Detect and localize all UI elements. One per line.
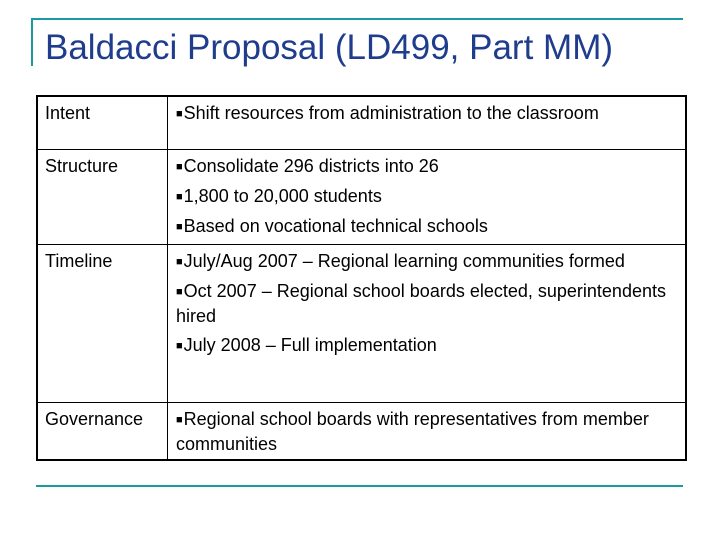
row-content-structure [168, 150, 687, 245]
bullet-text: 1,800 to 20,000 students [183, 186, 382, 206]
square-bullet-icon: ■ [176, 286, 183, 298]
slide-title: Baldacci Proposal (LD499, Part MM) [45, 28, 613, 67]
square-bullet-icon: ■ [176, 191, 183, 203]
bullet-text: Consolidate 296 districts into 26 [183, 156, 439, 176]
square-bullet-icon: ■ [176, 161, 183, 173]
title-accent-top-line [31, 18, 683, 20]
bullet-item [176, 214, 679, 239]
row-content-timeline [168, 245, 687, 403]
bullet-item [176, 279, 679, 328]
row-label-timeline: Timeline [37, 245, 168, 403]
bullet-item [176, 184, 679, 209]
table-row-structure [37, 150, 686, 245]
bullet-text: Shift resources from administration to the classroom [183, 103, 599, 123]
title-accent-left-line [31, 18, 33, 66]
bullet-text: July/Aug 2007 – Regional learning communities formed [183, 251, 625, 271]
table-row-governance [37, 403, 686, 461]
proposal-table [36, 95, 687, 461]
bullet-item [176, 333, 679, 358]
row-label-governance: Governance [37, 403, 168, 461]
row-content-intent [168, 96, 687, 150]
bullet-text: Based on vocational technical schools [183, 216, 488, 236]
square-bullet-icon: ■ [176, 340, 183, 352]
square-bullet-icon: ■ [176, 108, 183, 120]
row-label-intent: Intent [37, 96, 168, 150]
bullet-item [176, 154, 679, 179]
bullet-item [176, 101, 679, 126]
square-bullet-icon: ■ [176, 221, 183, 233]
row-content-governance [168, 403, 687, 461]
bullet-text: July 2008 – Full implementation [183, 335, 437, 355]
square-bullet-icon: ■ [176, 256, 183, 268]
bullet-text: Oct 2007 – Regional school boards elected, superintendents hired [176, 281, 666, 326]
table-row-timeline [37, 245, 686, 403]
square-bullet-icon: ■ [176, 414, 183, 426]
row-label-structure: Structure [37, 150, 168, 245]
bullet-text: Regional school boards with representatives from member communities [176, 409, 649, 454]
table-row-intent [37, 96, 686, 150]
bullet-item [176, 249, 679, 274]
bullet-item [176, 407, 679, 456]
bottom-accent-line [36, 485, 683, 487]
